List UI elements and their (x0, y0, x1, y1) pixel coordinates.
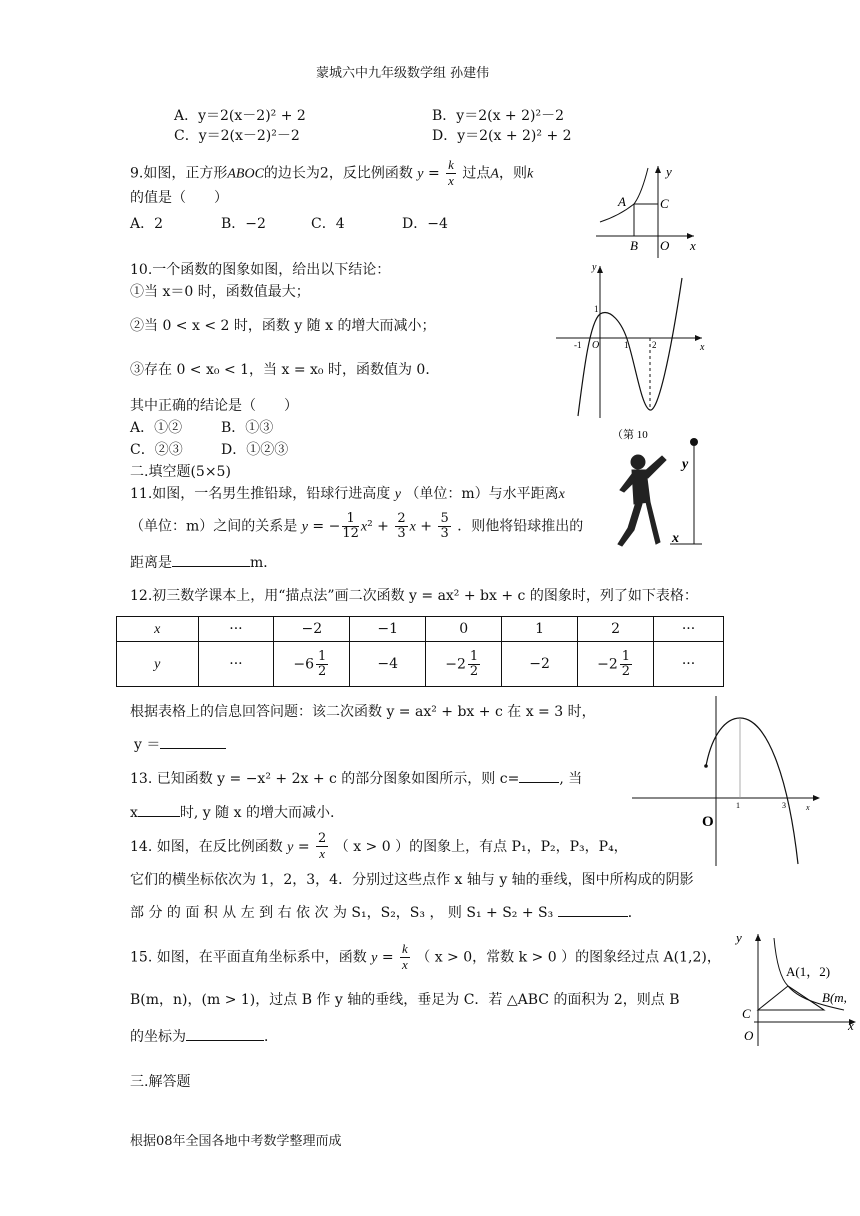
q15-segment-ab (788, 986, 824, 1010)
q11-line3: 距离是 m． (130, 552, 277, 573)
q15-answer-blank[interactable] (186, 1026, 264, 1041)
q9-label-c: C (660, 196, 669, 211)
fraction-k-over-x: $\frac{k}{x}$ (448, 157, 454, 188)
q10-label-1: 1 (624, 340, 629, 350)
q10-caption: （第 10 (612, 429, 648, 441)
q13-x-arrow (813, 795, 820, 801)
q15-label-b: B(m, (822, 990, 847, 1005)
q15-y-arrow (755, 934, 761, 941)
q14-answer-blank[interactable] (558, 902, 628, 917)
q9-label-b: B (630, 238, 638, 253)
q12-stem: 12.初三数学课本上，用“描点法”画二次函数 y = ax² + bx + c 的图象时，列了如下表格： (130, 588, 698, 604)
page-footer: 根据08年全国各地中考数学整理而成 (130, 1134, 342, 1149)
q11-line1: 11.如图，一名男生推铅球，铅球行进高度 y （单位：m）与水平距离x (130, 486, 565, 502)
q12-ask-2: y ＝ (134, 734, 226, 755)
q14-line2: 它们的横坐标依次为 1，2，3，4．分别过这些点作 x 轴与 y 轴的垂线，图中所构成的阴影 (130, 872, 694, 888)
q10-label-o: O (592, 340, 600, 351)
q13-label-1: 1 (736, 801, 740, 810)
q10-conclusion-3: ③存在 0 < x₀ < 1，当 x = x₀ 时，函数值为 0． (130, 362, 440, 378)
q14-line3: 部 分 的 面 积 从 左 到 右 依 次 为 S₁，S₂，S₃ ， 则 S₁ + S₂ + S₃ ． (130, 902, 642, 923)
q10-option-a: A．①② (130, 420, 183, 436)
q15-figure (734, 930, 858, 1048)
q10-ask: 其中正确的结论是（ ） (130, 398, 298, 414)
q11-label-x: x (672, 531, 679, 546)
section-2-title: 二.填空题(5×5) (130, 464, 231, 480)
q12-answer-blank[interactable] (160, 734, 226, 749)
section-3-title: 三.解答题 (130, 1074, 191, 1090)
q8-option-d: D．y＝2(x + 2)² + 2 (432, 128, 572, 144)
q9-line2: 的值是（ ） (130, 190, 228, 206)
q11-figure (610, 432, 714, 554)
q13-line1: 13. 已知函数 y = −x² + 2x + c 的部分图象如图所示，则 c= , 当 (130, 768, 582, 789)
q10-figure (556, 258, 716, 440)
q10-option-b: B．①③ (221, 420, 274, 436)
q10-option-c: C．②③ (130, 442, 183, 458)
q15-line1: 15. 如图，在平面直角坐标系中，函数 y = $\frac{k}{x}$ （ x > 0，常数 k > 0 ）的图象经过点 A(1,2)， (130, 941, 721, 972)
q9-option-b: B．−2 (221, 216, 266, 232)
q15-line2: B(m，n)，(m > 1)，过点 B 作 y 轴的垂线，垂足为 C．若 △ABC 的面积为 2，则点 B (130, 992, 680, 1008)
q11-answer-blank[interactable] (172, 552, 250, 567)
q9-option-c: C．4 (311, 216, 345, 232)
table-row: x ··· −2 −1 0 1 2 ··· (117, 617, 724, 642)
q11-line2: （单位：m）之间的关系是 y = − $\frac{1}{12}$ x² + $\frac{2}{3}$ x + $\frac{5}{3}$ ．则他将铅球推出的 (130, 511, 584, 541)
q9-label-o: O (660, 238, 670, 253)
table-row: y ··· −6 $\frac{1}{2}$ −4 −2 $\frac{1}{2}$ −2 −2 $\frac{1}{2}$ ··· (117, 642, 724, 687)
q8-option-a: A．y＝2(x－2)² + 2 (174, 108, 306, 124)
shot-ball (690, 438, 698, 446)
q9-stem: 9.如图，正方形ABOC的边长为2，反比例函数 y = $\frac{k}{x}$ 过点A，则k (130, 157, 534, 188)
q13-x-blank[interactable] (138, 802, 180, 817)
q8-option-c: C．y＝2(x－2)²－2 (174, 128, 300, 144)
q10-label-x: x (700, 342, 705, 353)
q14-line1: 14. 如图，在反比例函数 y = $\frac{2}{x}$ （ x > 0 ）的图象上，有点 P₁，P₂，P₃，P₄， (130, 831, 628, 861)
q9-label-a: A (618, 194, 626, 209)
q15-label-o: O (744, 1028, 754, 1043)
q10-label-y1: 1 (594, 304, 599, 314)
q9-square (634, 204, 658, 236)
q13-line2: x 时, y 随 x 的增大而减小. (130, 802, 334, 823)
q15-label-c: C (742, 1006, 751, 1021)
q13-c-blank[interactable] (519, 768, 559, 783)
q10-stem: 10.一个函数的图象如图，给出以下结论： (130, 262, 391, 278)
q9-figure (592, 160, 702, 260)
q13-label-3: 3 (782, 801, 786, 810)
q10-conclusion-2: ②当 0 < x < 2 时，函数 y 随 x 的增大而减小； (130, 318, 436, 334)
q12-ask-1: 根据表格上的信息回答问题：该二次函数 y = ax² + bx + c 在 x = 3 时， (130, 704, 596, 720)
q10-y-arrow (597, 266, 603, 273)
q10-option-d: D．①②③ (221, 442, 289, 458)
q9-option-d: D．−4 (402, 216, 448, 232)
q10-label-minus1: -1 (574, 340, 582, 350)
shot-putter-figure (618, 455, 666, 546)
q9-option-a: A．2 (130, 216, 164, 232)
q13-label-o: O (702, 814, 714, 830)
q8-option-b: B．y＝2(x + 2)²－2 (432, 108, 564, 124)
q10-x-arrow (695, 335, 702, 341)
q10-label-y: y (592, 262, 597, 273)
q13-curve-start (704, 764, 708, 768)
q13-figure (630, 694, 826, 866)
q9-label-y: y (666, 164, 672, 179)
q13-label-x: x (806, 803, 810, 812)
q11-label-y: y (682, 457, 689, 472)
q9-y-arrow (655, 166, 661, 173)
q15-label-a: A(1，2) (786, 964, 831, 979)
q15-label-y: y (736, 930, 742, 945)
q10-conclusion-1: ①当 x＝0 时，函数值最大； (130, 284, 310, 300)
page-header: 蒙城六中九年级数学组 孙建伟 (316, 66, 490, 81)
q15-label-x: x (848, 1018, 854, 1033)
q15-line3: 的坐标为 ． (130, 1026, 278, 1047)
q10-label-2: 2 (652, 340, 657, 350)
q12-table (116, 616, 724, 687)
q13-parabola (706, 718, 798, 864)
q9-label-x: x (690, 238, 696, 253)
